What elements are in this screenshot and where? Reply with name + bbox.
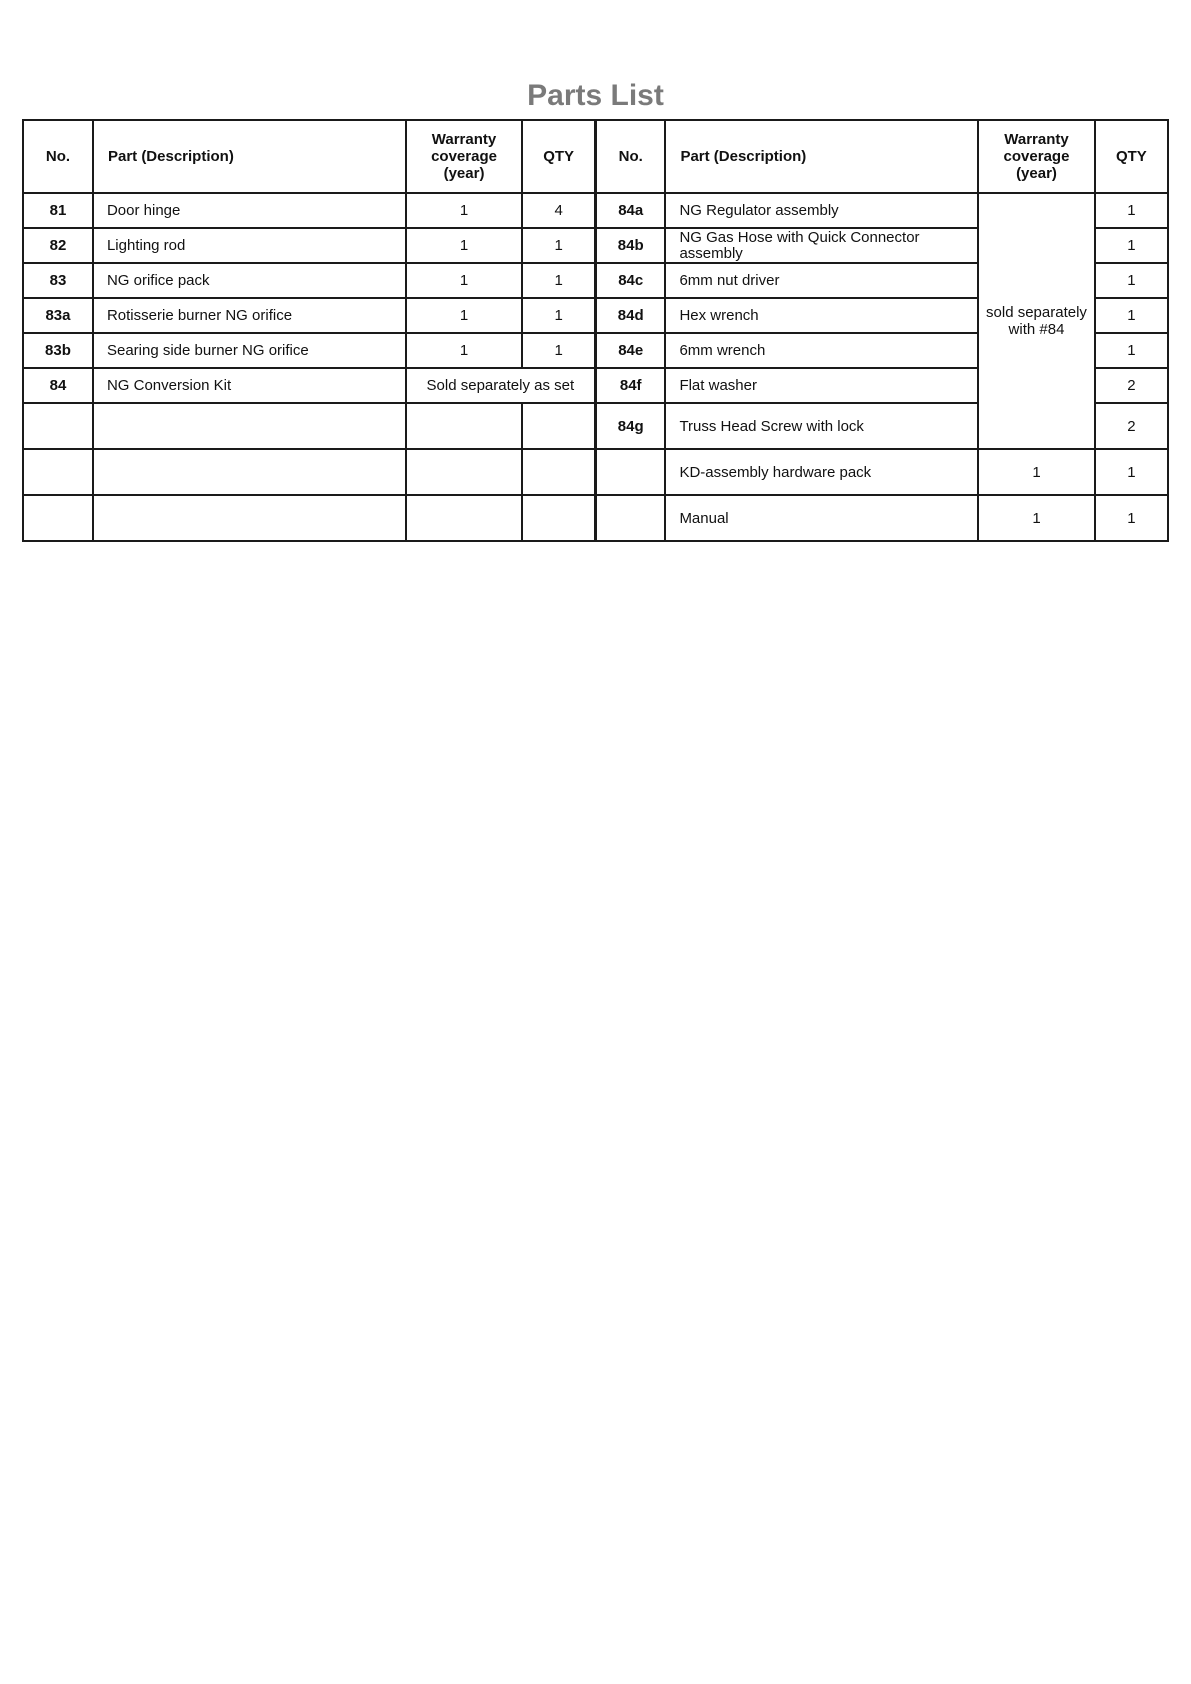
part-qty: 1 (1095, 495, 1168, 541)
part-description: Searing side burner NG orifice (93, 333, 406, 368)
warranty-years: 1 (406, 263, 523, 298)
part-qty: 1 (522, 333, 595, 368)
empty-cell (522, 495, 595, 541)
col-header-warranty-right (978, 120, 1095, 193)
part-description: KD-assembly hardware pack (665, 449, 978, 495)
part-number: 83a (23, 298, 93, 333)
col-header-qty: QTY (522, 120, 595, 193)
part-qty: 1 (522, 228, 595, 263)
part-number: 84a (595, 193, 665, 228)
merged-warranty-note (978, 193, 1095, 449)
part-description: 6mm wrench (665, 333, 978, 368)
part-description: Rotisserie burner NG orifice (93, 298, 406, 333)
empty-cell (93, 403, 406, 449)
part-number: 81 (23, 193, 93, 228)
table-row (23, 449, 1168, 495)
empty-cell (522, 403, 595, 449)
part-qty: 1 (1095, 449, 1168, 495)
part-number: 83b (23, 333, 93, 368)
empty-cell (93, 495, 406, 541)
warranty-header-line: (year) (1016, 165, 1057, 182)
parts-list-table (22, 119, 1169, 542)
part-description: NG Gas Hose with Quick Connector assembly (665, 228, 978, 263)
part-number: 84c (595, 263, 665, 298)
col-header-no: No. (23, 120, 93, 193)
col-header-description-right: Part (Description) (665, 120, 978, 193)
warranty-header-line: (year) (443, 165, 485, 182)
merged-warranty-line: with #84 (1008, 321, 1065, 338)
part-number: 82 (23, 228, 93, 263)
warranty-years: 1 (406, 193, 523, 228)
part-number: 84b (595, 228, 665, 263)
col-header-description: Part (Description) (93, 120, 406, 193)
col-header-qty-right: QTY (1095, 120, 1168, 193)
part-qty: 1 (522, 263, 595, 298)
part-number: 83 (23, 263, 93, 298)
part-number: 84e (595, 333, 665, 368)
warranty-header-line: Warranty (431, 131, 497, 148)
part-qty: 1 (1095, 193, 1168, 228)
part-number: 84g (595, 403, 665, 449)
part-description: NG orifice pack (93, 263, 406, 298)
empty-cell (406, 449, 523, 495)
part-description: Flat washer (665, 368, 978, 403)
col-header-warranty (406, 120, 523, 193)
part-number (595, 449, 665, 495)
part-qty: 1 (522, 298, 595, 333)
empty-cell (406, 495, 523, 541)
part-description: Truss Head Screw with lock (665, 403, 978, 449)
part-description: Door hinge (93, 193, 406, 228)
part-description: 6mm nut driver (665, 263, 978, 298)
warranty-years: 1 (406, 298, 523, 333)
part-description: NG Conversion Kit (93, 368, 406, 403)
table-row (23, 495, 1168, 541)
part-qty: 4 (522, 193, 595, 228)
part-number: 84f (595, 368, 665, 403)
warranty-header-line: coverage (431, 148, 497, 165)
warranty-header-line: Warranty (1004, 131, 1069, 148)
col-header-no-right: No. (595, 120, 665, 193)
part-qty: 2 (1095, 403, 1168, 449)
empty-cell (23, 403, 93, 449)
part-qty: 2 (1095, 368, 1168, 403)
warranty-years: 1 (978, 449, 1095, 495)
merged-warranty-qty-note: Sold separately as set (406, 368, 596, 403)
warranty-header-line: coverage (1003, 148, 1070, 165)
table-row (23, 193, 1168, 228)
part-description: Hex wrench (665, 298, 978, 333)
empty-cell (23, 449, 93, 495)
part-qty: 1 (1095, 228, 1168, 263)
part-qty: 1 (1095, 298, 1168, 333)
part-description: Manual (665, 495, 978, 541)
part-number (595, 495, 665, 541)
header-row (23, 120, 1168, 193)
empty-cell (23, 495, 93, 541)
part-qty: 1 (1095, 333, 1168, 368)
empty-cell (406, 403, 523, 449)
part-number: 84 (23, 368, 93, 403)
part-description: Lighting rod (93, 228, 406, 263)
warranty-years: 1 (406, 333, 523, 368)
merged-warranty-line: sold separately (986, 304, 1087, 321)
page-title: Parts List (527, 79, 664, 112)
warranty-years: 1 (406, 228, 523, 263)
part-description: NG Regulator assembly (665, 193, 978, 228)
empty-cell (93, 449, 406, 495)
part-number: 84d (595, 298, 665, 333)
warranty-years: 1 (978, 495, 1095, 541)
empty-cell (522, 449, 595, 495)
part-qty: 1 (1095, 263, 1168, 298)
